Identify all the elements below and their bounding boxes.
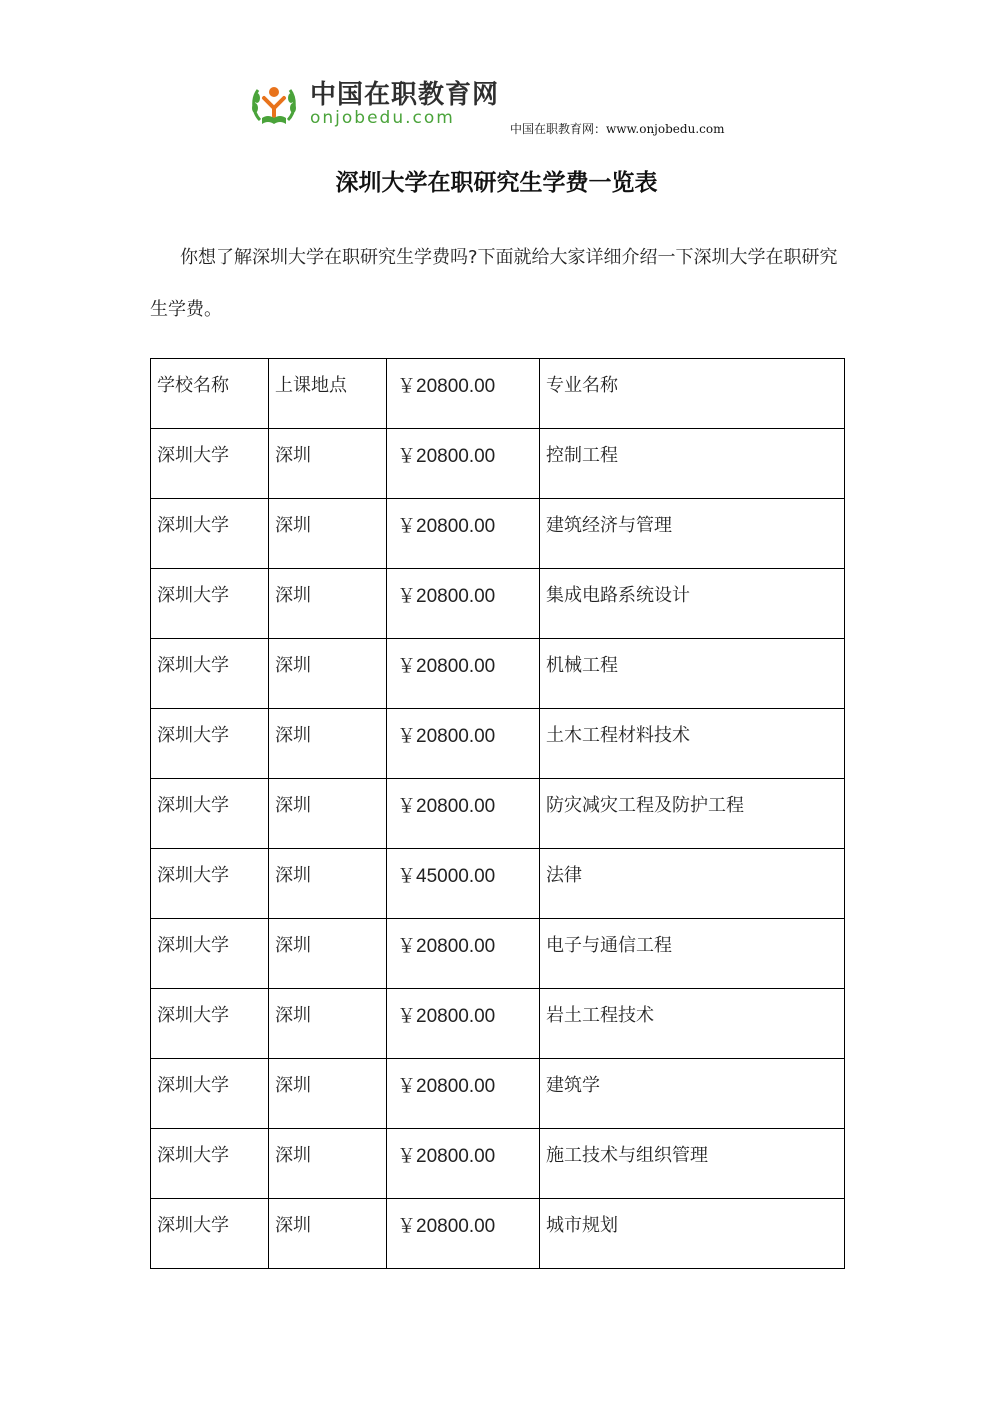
cell-major: 控制工程 [540,429,845,499]
cell-location: 深圳 [269,849,387,919]
table-row [151,709,845,779]
cell-price: ￥20800.00 [387,639,540,709]
cell-school: 深圳大学 [151,849,269,919]
cell-location: 深圳 [269,779,387,849]
cell-school: 深圳大学 [151,779,269,849]
cell-major: 防灾减灾工程及防护工程 [540,779,845,849]
cell-school: 深圳大学 [151,709,269,779]
table-row [151,429,845,499]
cell-major: 岩土工程技术 [540,989,845,1059]
table-row [151,499,845,569]
cell-major: 法律 [540,849,845,919]
cell-school: 深圳大学 [151,639,269,709]
cell-price: ￥20800.00 [387,779,540,849]
cell-price: ￥20800.00 [387,499,540,569]
cell-school: 深圳大学 [151,1129,269,1199]
header-location: 上课地点 [269,359,387,429]
cell-price: ￥45000.00 [387,849,540,919]
cell-price: ￥20800.00 [387,569,540,639]
cell-price: ￥20800.00 [387,989,540,1059]
header-major: 专业名称 [540,359,845,429]
header-school: 学校名称 [151,359,269,429]
cell-location: 深圳 [269,989,387,1059]
cell-school: 深圳大学 [151,499,269,569]
cell-school: 深圳大学 [151,1199,269,1269]
cell-location: 深圳 [269,709,387,779]
tuition-table [150,358,845,1269]
table-row [151,1059,845,1129]
cell-school: 深圳大学 [151,919,269,989]
table-row [151,1199,845,1269]
table-row [151,919,845,989]
cell-major: 土木工程材料技术 [540,709,845,779]
header-price: ￥20800.00 [387,359,540,429]
site-url-line [510,120,724,137]
cell-price: ￥20800.00 [387,1199,540,1269]
onjobedu-logo-icon [248,78,300,130]
logo-english-text: onjobedu.com [310,108,455,128]
cell-price: ￥20800.00 [387,1059,540,1129]
cell-location: 深圳 [269,639,387,709]
cell-major: 建筑学 [540,1059,845,1129]
cell-price: ￥20800.00 [387,709,540,779]
intro-paragraph: 你想了解深圳大学在职研究生学费吗?下面就给大家详细介绍一下深圳大学在职研究生学费。 [150,247,838,320]
cell-major: 机械工程 [540,639,845,709]
table-row [151,1129,845,1199]
site-label: 中国在职教育网： [510,122,607,136]
cell-major: 集成电路系统设计 [540,569,845,639]
page-title: 深圳大学在职研究生学费一览表 [335,170,658,196]
cell-price: ￥20800.00 [387,429,540,499]
table-row [151,639,845,709]
cell-school: 深圳大学 [151,989,269,1059]
cell-location: 深圳 [269,1199,387,1269]
cell-major: 城市规划 [540,1199,845,1269]
cell-location: 深圳 [269,919,387,989]
site-header [248,76,768,138]
table-row [151,849,845,919]
site-url-link[interactable]: www.onjobedu.com [606,122,725,136]
cell-location: 深圳 [269,1059,387,1129]
cell-location: 深圳 [269,1129,387,1199]
cell-school: 深圳大学 [151,429,269,499]
logo-chinese-text: 中国在职教育网 [310,80,500,110]
cell-major: 电子与通信工程 [540,919,845,989]
cell-major: 施工技术与组织管理 [540,1129,845,1199]
cell-price: ￥20800.00 [387,1129,540,1199]
cell-location: 深圳 [269,429,387,499]
table-header-row [151,359,845,429]
cell-school: 深圳大学 [151,1059,269,1129]
table-row [151,779,845,849]
cell-location: 深圳 [269,569,387,639]
table-row [151,989,845,1059]
cell-school: 深圳大学 [151,569,269,639]
cell-price: ￥20800.00 [387,919,540,989]
table-row [151,569,845,639]
cell-location: 深圳 [269,499,387,569]
cell-major: 建筑经济与管理 [540,499,845,569]
